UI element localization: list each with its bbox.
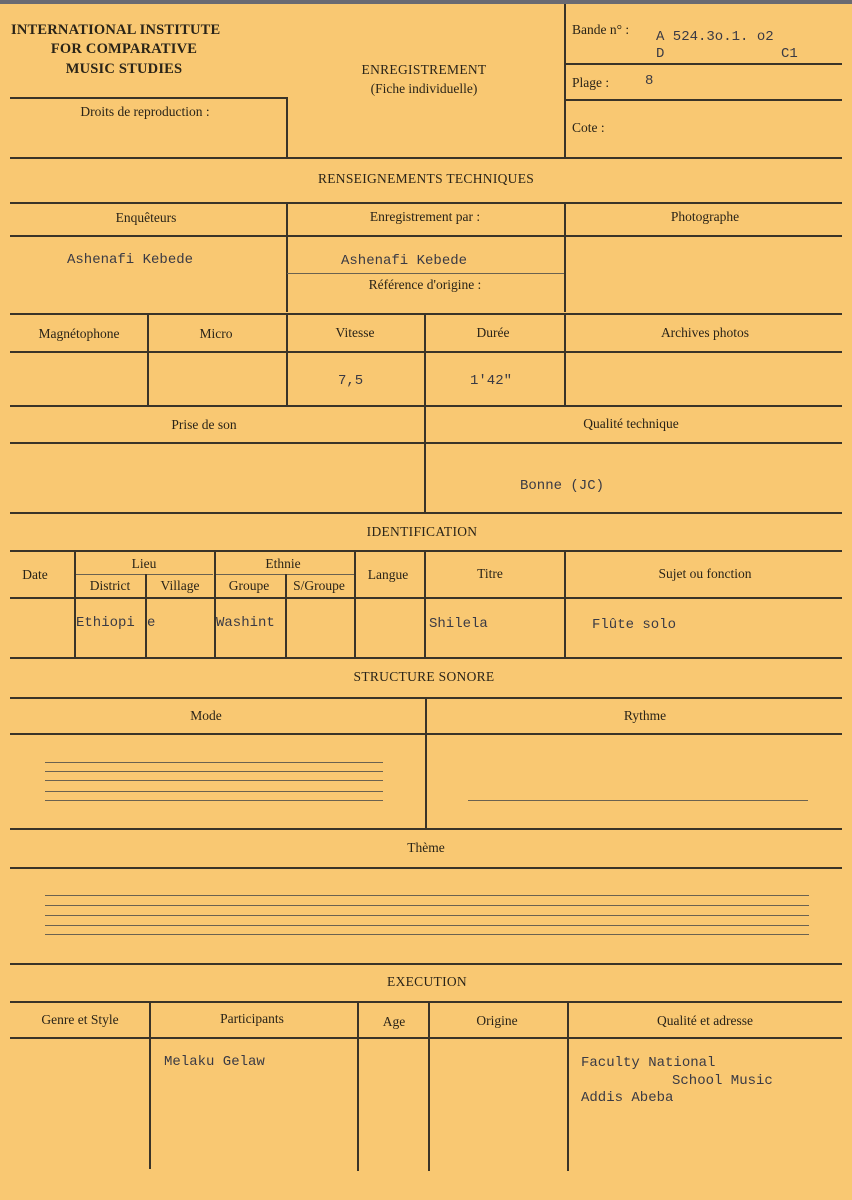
rights-right-line bbox=[286, 97, 288, 157]
exec-v-1 bbox=[149, 1001, 151, 1169]
top-edge bbox=[0, 0, 852, 4]
lieu-value-1: Ethiopi bbox=[76, 615, 135, 631]
reference-underline bbox=[287, 273, 564, 274]
lieu-value-2: e bbox=[147, 615, 156, 631]
enqueteurs-label: Enquêteurs bbox=[115, 210, 177, 225]
struct-line-5 bbox=[10, 963, 842, 965]
tech-v-7 bbox=[424, 405, 426, 512]
cote-label: Cote : bbox=[572, 120, 605, 135]
ident-line-3 bbox=[10, 657, 842, 659]
titre-value: Shilela bbox=[429, 616, 488, 632]
bande-value-1: A 524.3o.1. o2 bbox=[656, 29, 774, 45]
micro-label: Micro bbox=[199, 326, 233, 341]
theme-writing-line-5 bbox=[45, 934, 809, 935]
genre-label: Genre et Style bbox=[41, 1012, 119, 1027]
mode-writing-line-2 bbox=[45, 771, 383, 772]
exec-line-1 bbox=[10, 1001, 842, 1003]
adresse-line-3: Addis Abeba bbox=[581, 1090, 674, 1106]
tech-line-2 bbox=[10, 235, 842, 237]
institute-line-1: INTERNATIONAL INSTITUTE bbox=[11, 22, 221, 38]
header-right-box-line bbox=[564, 4, 566, 157]
tech-v-1 bbox=[286, 202, 288, 312]
exec-line-2 bbox=[10, 1037, 842, 1039]
rythme-label: Rythme bbox=[623, 708, 667, 723]
tech-v-4 bbox=[286, 313, 288, 405]
groupe-label: Groupe bbox=[228, 578, 270, 593]
ident-line-2 bbox=[10, 597, 842, 599]
plage-value: 8 bbox=[645, 73, 654, 89]
exec-v-2 bbox=[357, 1001, 359, 1171]
participants-label: Participants bbox=[220, 1011, 284, 1026]
tech-section-title: RENSEIGNEMENTS TECHNIQUES bbox=[317, 171, 535, 186]
ident-v-4 bbox=[285, 574, 287, 657]
duree-value: 1'42" bbox=[470, 373, 513, 389]
village-label: Village bbox=[160, 578, 200, 593]
qualite-label: Qualité technique bbox=[583, 416, 679, 431]
lieu-underline bbox=[75, 574, 213, 575]
mode-writing-line-3 bbox=[45, 780, 383, 781]
district-label: District bbox=[89, 578, 131, 593]
identification-title: IDENTIFICATION bbox=[366, 524, 478, 539]
rights-label: Droits de reproduction : bbox=[80, 104, 210, 119]
struct-line-3 bbox=[10, 828, 842, 830]
ident-line-1 bbox=[10, 550, 842, 552]
langue-label: Langue bbox=[367, 567, 409, 582]
qualite-value: Bonne (JC) bbox=[520, 478, 605, 494]
header-bottom-line bbox=[10, 157, 842, 159]
institute-line-3: MUSIC STUDIES bbox=[65, 61, 183, 77]
bande-label: Bande n° : bbox=[572, 22, 630, 37]
mode-writing-line-4 bbox=[45, 791, 383, 792]
qualite-adresse-label: Qualité et adresse bbox=[657, 1013, 753, 1028]
titre-label: Titre bbox=[477, 566, 503, 581]
adresse-line-1: Faculty National bbox=[581, 1055, 716, 1071]
bande-line bbox=[565, 63, 842, 65]
date-label: Date bbox=[22, 567, 48, 582]
ident-v-3 bbox=[214, 550, 216, 657]
archives-label: Archives photos bbox=[660, 325, 750, 340]
tech-line-6 bbox=[10, 442, 842, 444]
struct-v-1 bbox=[425, 697, 427, 828]
age-label: Age bbox=[382, 1014, 406, 1029]
form-subtitle: (Fiche individuelle) bbox=[370, 81, 478, 96]
rights-top-line bbox=[10, 97, 288, 99]
photographe-label: Photographe bbox=[670, 209, 740, 224]
ethnie-label: Ethnie bbox=[265, 556, 301, 571]
tech-v-6 bbox=[564, 313, 566, 405]
tech-line-7 bbox=[10, 512, 842, 514]
struct-line-2 bbox=[10, 733, 842, 735]
sgroupe-label: S/Groupe bbox=[293, 578, 345, 593]
enregistrement-value: Ashenafi Kebede bbox=[341, 253, 468, 269]
tech-v-3 bbox=[147, 313, 149, 405]
mode-writing-line-1 bbox=[45, 762, 383, 763]
plage-line bbox=[565, 99, 842, 101]
theme-writing-line-4 bbox=[45, 925, 809, 926]
ident-v-1 bbox=[74, 550, 76, 657]
structure-title: STRUCTURE SONORE bbox=[353, 669, 495, 684]
exec-v-4 bbox=[567, 1001, 569, 1171]
bande-value-3: C1 bbox=[781, 46, 798, 62]
enregistrement-label: Enregistrement par : bbox=[369, 209, 481, 224]
institute-line-2: FOR COMPARATIVE bbox=[50, 41, 198, 57]
ethnie-value: Washint bbox=[216, 615, 275, 631]
reference-label: Référence d'origine : bbox=[368, 277, 482, 292]
sujet-label: Sujet ou fonction bbox=[658, 566, 752, 581]
form-title: ENREGISTREMENT bbox=[361, 62, 487, 77]
theme-label: Thème bbox=[407, 840, 445, 855]
ident-v-6 bbox=[424, 550, 426, 657]
enqueteurs-value: Ashenafi Kebede bbox=[67, 252, 194, 268]
adresse-line-2: School Music bbox=[672, 1073, 773, 1089]
vitesse-label: Vitesse bbox=[335, 325, 375, 340]
lieu-label: Lieu bbox=[131, 556, 157, 571]
theme-writing-line-2 bbox=[45, 905, 809, 906]
exec-v-3 bbox=[428, 1001, 430, 1171]
vitesse-value: 7,5 bbox=[338, 373, 364, 389]
tech-v-2 bbox=[564, 202, 566, 312]
mode-writing-line-5 bbox=[45, 800, 383, 801]
tech-line-3 bbox=[10, 313, 842, 315]
bande-value-2: D bbox=[656, 46, 665, 62]
duree-label: Durée bbox=[476, 325, 510, 340]
mode-label: Mode bbox=[190, 708, 222, 723]
theme-writing-line-3 bbox=[45, 915, 809, 916]
tech-v-5 bbox=[424, 313, 426, 405]
prise-label: Prise de son bbox=[171, 417, 237, 432]
execution-title: EXECUTION bbox=[387, 974, 467, 989]
sujet-value: Flûte solo bbox=[592, 617, 677, 633]
origine-label: Origine bbox=[476, 1013, 518, 1028]
plage-label: Plage : bbox=[572, 75, 610, 90]
struct-line-4 bbox=[10, 867, 842, 869]
tech-line-1 bbox=[10, 202, 842, 204]
magnetophone-label: Magnétophone bbox=[38, 326, 120, 341]
rythme-writing-line bbox=[468, 800, 808, 801]
tech-line-5 bbox=[10, 405, 842, 407]
ident-v-7 bbox=[564, 550, 566, 657]
ident-v-5 bbox=[354, 550, 356, 657]
theme-writing-line-1 bbox=[45, 895, 809, 896]
participant-value: Melaku Gelaw bbox=[164, 1054, 265, 1070]
tech-line-4 bbox=[10, 351, 842, 353]
